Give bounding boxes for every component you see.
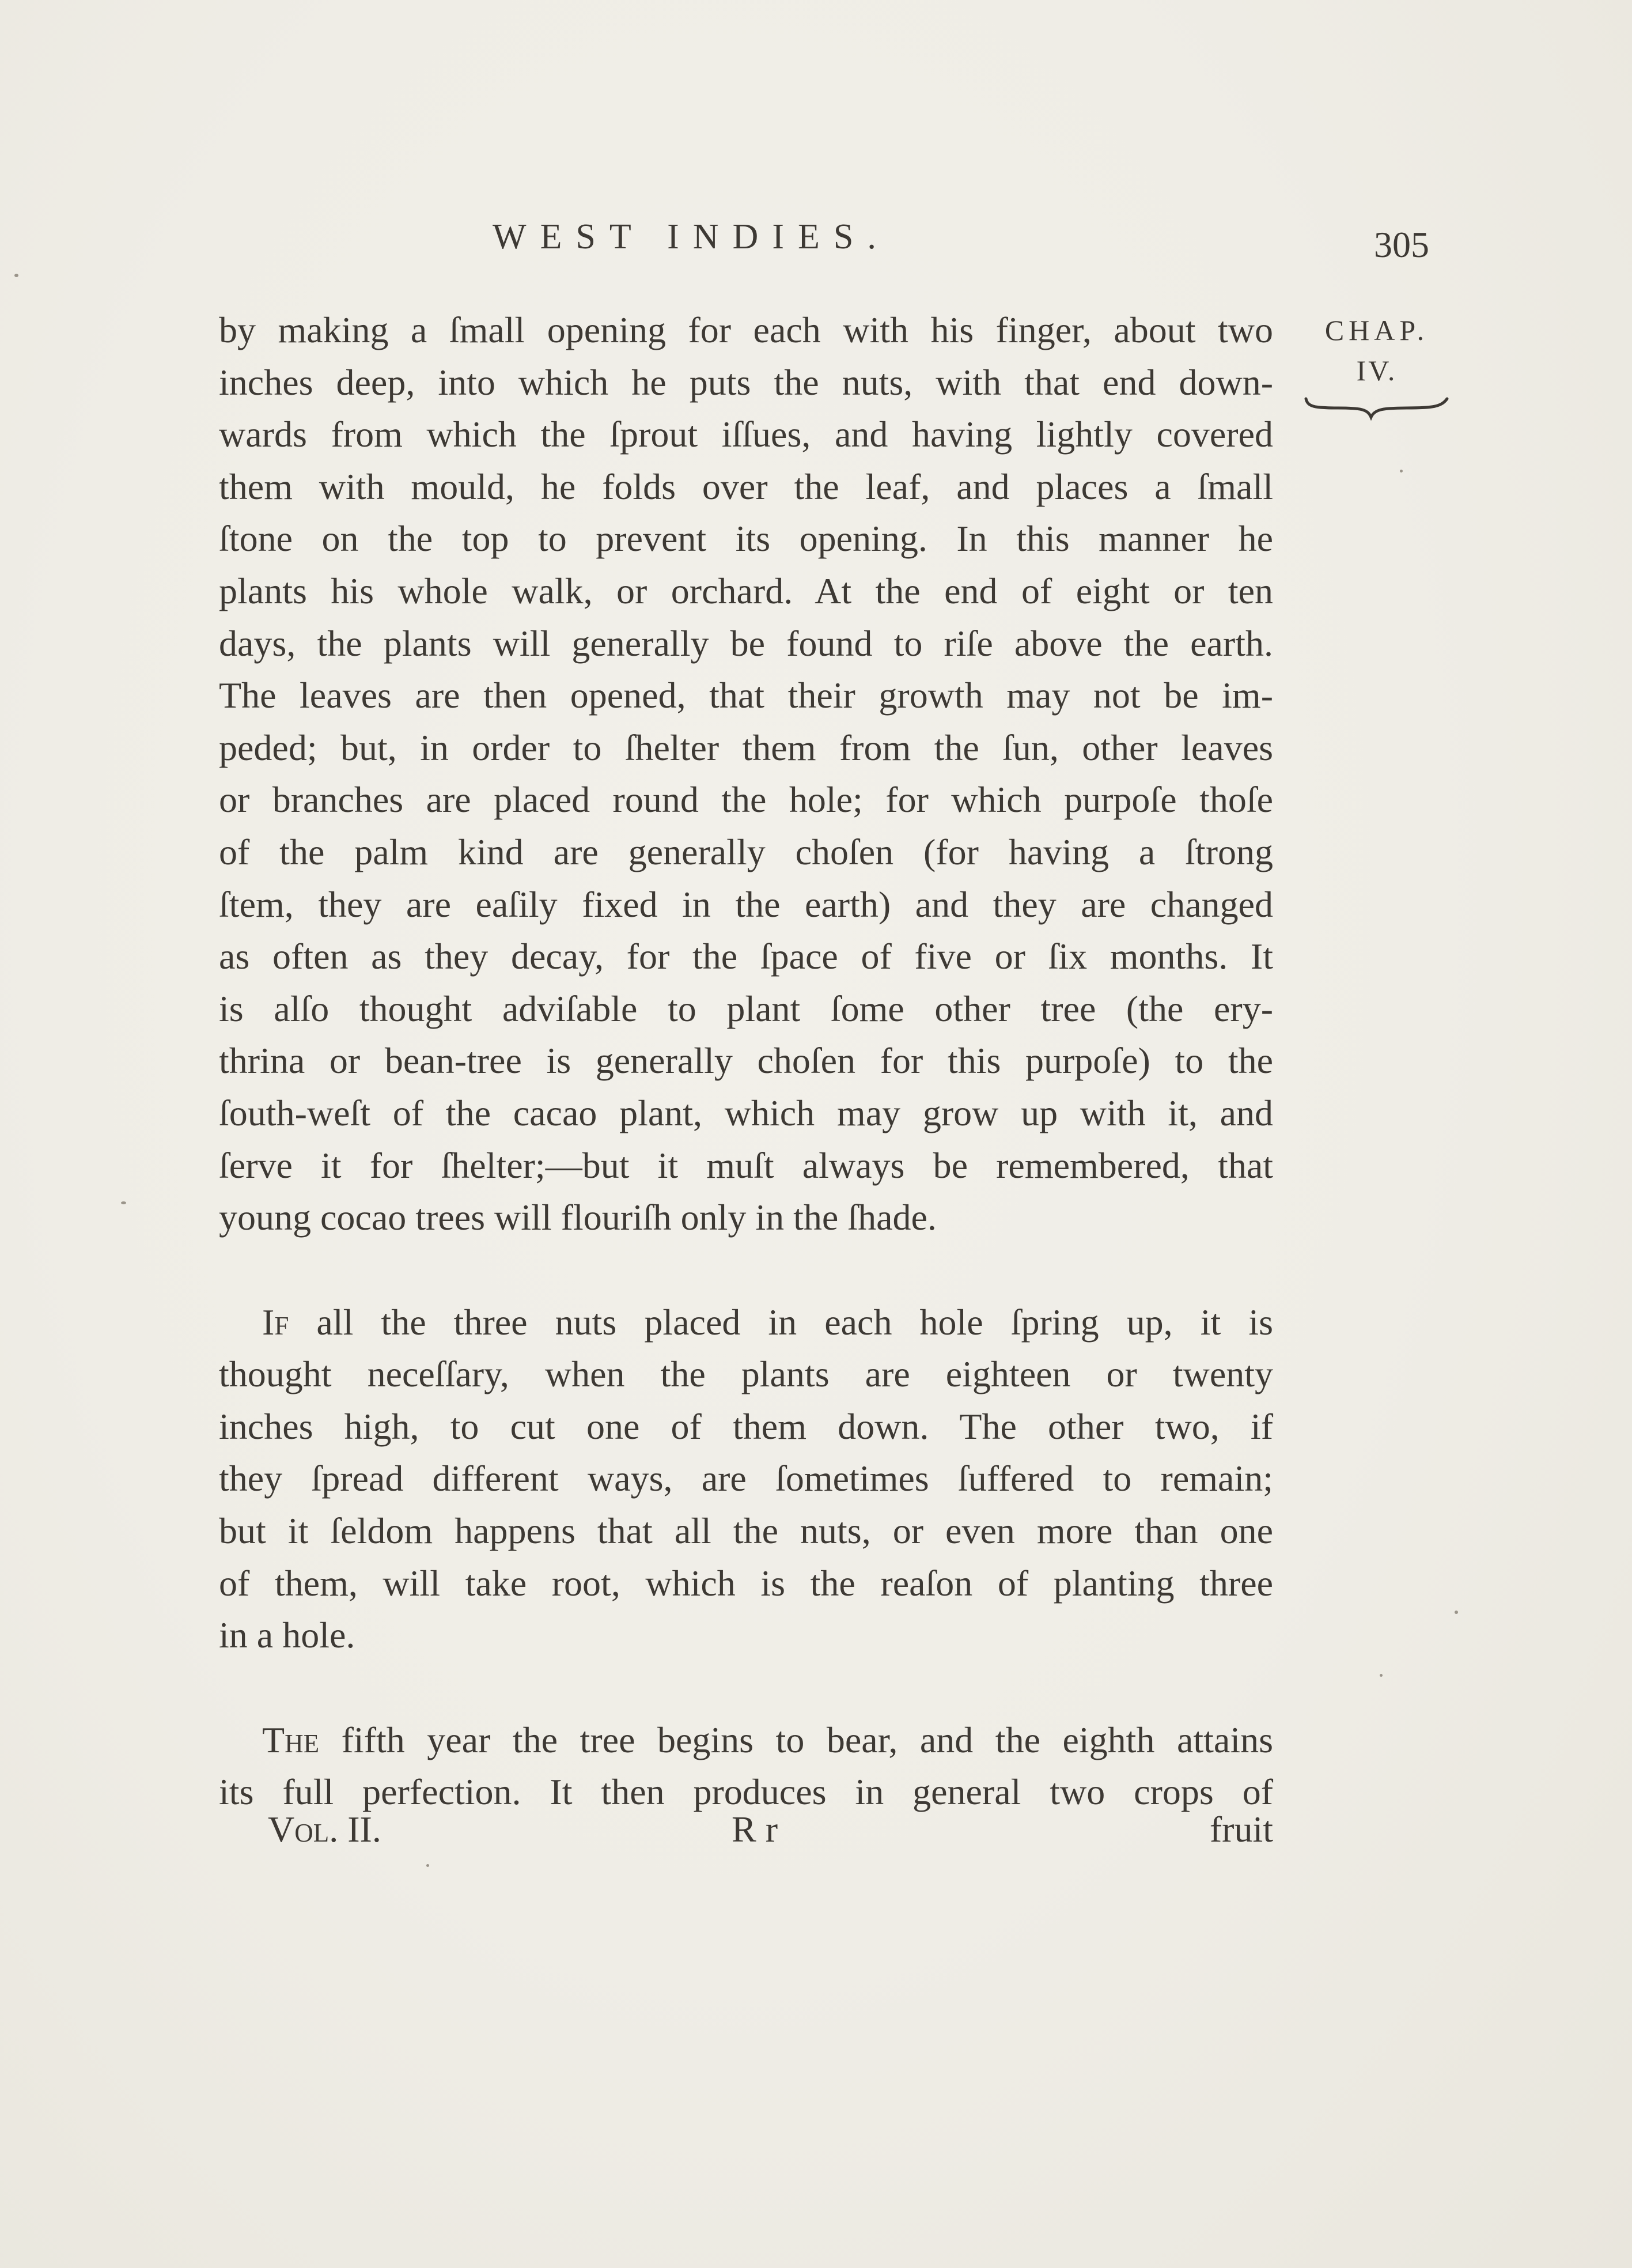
paragraph-3 (219, 1714, 1273, 1819)
text-line: is alſo thought adviſable to plant ſome other tree (the ery- (219, 988, 1273, 1029)
text-line: thought neceſſary, when the plants are eighteen or twenty (219, 1354, 1273, 1395)
paper-speck (1380, 1674, 1383, 1677)
text-line: them with mould, he folds over the leaf, and places a ſmall (219, 466, 1273, 507)
body-text (219, 304, 1273, 1819)
text-line: ſtone on the top to prevent its opening. In this manner he (219, 518, 1273, 560)
text-line-body: fifth year the tree begins to bear, and the eighth attains (341, 1719, 1274, 1760)
text-line: peded; but, in order to ſhelter them from the ſun, other leaves (219, 727, 1273, 768)
paragraph-2 (219, 1296, 1273, 1662)
text-line: inches deep, into which he puts the nuts, with that end down- (219, 361, 1273, 403)
paragraph-1 (219, 304, 1273, 1244)
text-line: or branches are placed round the hole; for which purpoſe thoſe (219, 779, 1273, 821)
paper-speck (426, 1864, 429, 1867)
text-line: The leaves are then opened, that their growth may not be im- (219, 675, 1273, 716)
text-line: they ſpread different ways, are ſometimes ſuffered to remain; (219, 1458, 1273, 1499)
paper-speck (121, 1201, 126, 1204)
text-line: in a hole. (219, 1615, 355, 1656)
catchword: fruit (1209, 1809, 1273, 1850)
chapter-brace-ornament (1303, 394, 1450, 423)
text-line: but it ſeldom happens that all the nuts, or even more than one (219, 1510, 1273, 1552)
paper-speck (14, 274, 18, 277)
running-head: WEST INDIES. (493, 217, 890, 256)
text-line: of the palm kind are generally choſen (for having a ſtrong (219, 831, 1273, 872)
signature-mark: R r (732, 1809, 778, 1850)
text-line-body: all the three nuts placed in each hole ſpring up, it is (316, 1301, 1274, 1343)
text-line (219, 1296, 1273, 1349)
text-line: ſtem, they are eaſily fixed in the earth) and they are changed (219, 883, 1273, 925)
text-line: days, the plants will generally be found to riſe above the earth. (219, 622, 1273, 664)
text-line: its full perfection. It then produces in general two crops of (219, 1771, 1273, 1813)
chapter-label: CHAP. (1324, 314, 1429, 346)
page-footer (219, 1808, 1273, 1860)
text-line: ſerve it for ſhelter;—but it muſt always be remembered, that (219, 1144, 1273, 1186)
text-line: thrina or bean-tree is generally choſen for this purpoſe) to the (219, 1040, 1273, 1082)
chapter-margin-note (1308, 313, 1446, 387)
text-line: plants his whole walk, or orchard. At the end of eight or ten (219, 570, 1273, 611)
text-line: of them, will take root, which is the reaſon of planting three (219, 1562, 1273, 1604)
text-line: wards from which the ſprout iſſues, and having lightly covered (219, 414, 1273, 455)
paper-speck (1455, 1611, 1458, 1614)
paragraph-lead-word: If (262, 1301, 289, 1343)
text-line: by making a ſmall opening for each with his finger, about two (219, 309, 1273, 350)
page-number: 305 (1374, 224, 1429, 265)
text-line: inches high, to cut one of them down. The other two, if (219, 1405, 1273, 1447)
text-line: young cocao trees will flouriſh only in the ſhade. (219, 1197, 937, 1238)
text-line: as often as they decay, for the ſpace of five or ſix months. It (219, 936, 1273, 977)
text-line: ſouth-weſt of the cacao plant, which may grow up with it, and (219, 1092, 1273, 1133)
text-line (219, 1714, 1273, 1767)
paper-speck (1400, 470, 1403, 472)
chapter-number: IV. (1356, 354, 1398, 387)
volume-number: Vol. II. (268, 1809, 381, 1850)
paragraph-lead-word: The (262, 1719, 320, 1760)
